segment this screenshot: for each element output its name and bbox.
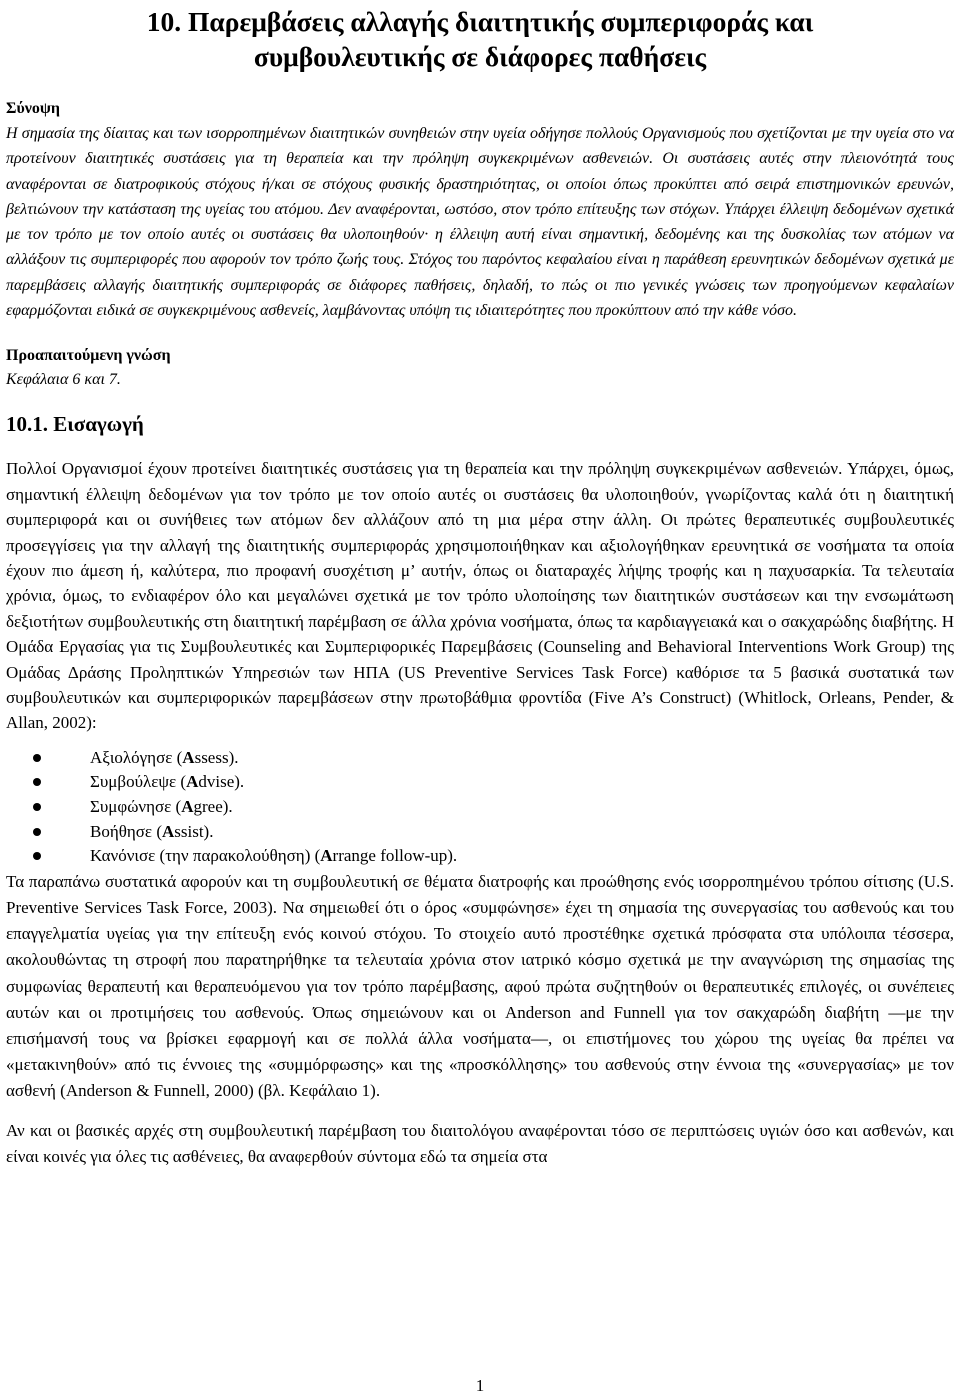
list-item-pre: Συμβούλεψε ( (90, 772, 187, 792)
summary-text: Η σημασία της δίαιτας και των ισορροπημένων διαιτητικών συνηθειών στην υγεία οδήγησε πολλούς Οργανισμούς που σχετίζονται με την υγεία στο να προτείνουν διαιτητικές συστάσεις για τη θεραπεία και την πρόληψη συγκεκριμένων ασθενειών. Οι συστάσεις αυτές στην πλειονότητά τους αναφέρονται σε διατροφικούς στόχους ή/και σε στόχους φυσικής δραστηριότητας, οι οποίοι όπως προκύπτει από σειρά επιστημονικών ερευνών, βελτιώνουν την κατάσταση της υγείας του ατόμου. Δεν αναφέρονται, ωστόσο, στον τρόπο επίτευξης των στόχων. Υπάρχει έλλειψη δεδομένων σχετικά με τον τρόπο με τον οποίο αυτές οι συστάσεις θα υλοποιηθούν· η έλλειψη αυτή είναι σημαντική, δεδομένης και της δυσκολίας των ατόμων να αλλάξουν τις συμπεριφορές που αφορούν τον τρόπο ζωής τους. Στόχος του παρόντος κεφαλαίου είναι η παράθεση ερευνητικών δεδομένων σχετικά με παρεμβάσεις αλλαγής διαιτητικής συμπεριφοράς σε διάφορες παθήσεις, δηλαδή, το πώς οι πιο γενικές γνώσεις των προηγούμενων κεφαλαίων εφαρμόζονται ειδικά σε συγκεκριμένους ασθενείς, λαμβάνοντας υπόψη τις ιδιαιτερότητες που προκύπτουν από την κάθε νόσο. (6, 125, 954, 320)
prerequisite-label: Προαπαιτούμενη γνώση (6, 347, 171, 365)
list-item-bold: A (182, 747, 195, 767)
list-item-pre: Κανόνισε (την παρακολούθηση) ( (90, 846, 321, 866)
intro-paragraph-2: Τα παραπάνω συστατικά αφορούν και τη συμβουλευτική σε θέματα διατροφής και προώθησης ενός ισορροπημένου τρόπου σίτισης (U.S. Preventive Services Task Force, 2003). Να σημειωθεί ότι ο όρος «συμφώνησε» έχει τη σημασία της συνεργασίας του ασθενούς και του επαγγελματία υγείας για την επίτευξη ενός κοινού στόχου. Το στοιχείο αυτό προστέθηκε σχετικά πρόσφατα στα υπόλοιπα τέσσερα, ακολουθώντας τη στροφή που παρατηρήθηκε τα τελευταία χρόνια στον ιατρικό κόσμο σχετικά με την αναγνώριση της σημασίας της συμφωνίας θεραπευτή και θεραπευόμενου για τον τρόπο παρέμβασης, αφού πρώτα συζητηθούν οι θεραπευτικές επιλογές, οι συνέπειες αυτών και οι προτιμήσεις του ασθενούς. Όπως σημειώνουν και οι Anderson and Funnell για τον σακχαρώδη διαβήτη —με την επισήμανσή τους να βρίσκει εφαρμογή και σε πολλά άλλα νοσήματα—, οι επιστήμονες του χώρου της υγείας θα πρέπει να «μετακινηθούν» από τις έννοιες της «συμμόρφωσης» και της «προσκόλλησης» του ασθενούς στην έννοια της «συνεργασίας» με τον ασθενή (Anderson & Funnell, 2000) (βλ. Κεφάλαιο 1). (6, 871, 954, 1101)
list-item-post: gree). (193, 797, 233, 817)
list-item (6, 844, 954, 869)
list-item (6, 746, 954, 771)
chapter-title (6, 0, 954, 74)
bullet-icon (33, 828, 41, 836)
bullet-icon (33, 803, 41, 811)
bullet-icon (33, 778, 41, 786)
list-item (6, 795, 954, 820)
list-item-pre: Βοήθησε ( (90, 821, 162, 841)
chapter-title-line-1: 10. Παρεμβάσεις αλλαγής διαιτητικής συμπεριφοράς και (146, 6, 814, 37)
bullet-icon (33, 754, 41, 762)
section-heading: 10.1. Εισαγωγή (6, 412, 144, 437)
list-item-post: rrange follow-up). (332, 846, 458, 866)
list-item-pre: Συμφώνησε ( (90, 797, 182, 817)
list-item-bold: A (186, 772, 199, 792)
document-page (6, 0, 954, 1170)
intro-paragraph-3: Αν και οι βασικές αρχές στη συμβουλευτική παρέμβαση του διαιτολόγου αναφέρονται τόσο σε περιπτώσεις υγιών όσο και ασθενών, και είναι κοινές για όλες τις ασθένειες, θα αναφερθούν σύντομα εδώ τα σημεία στα (6, 1120, 954, 1166)
summary-label: Σύνοψη (6, 100, 61, 117)
list-item-post: ssess). (194, 747, 239, 767)
page-number: 1 (475, 1376, 485, 1395)
intro-paragraph-1: Πολλοί Οργανισμοί έχουν προτείνει διαιτητικές συστάσεις για τη θεραπεία και την πρόληψη συγκεκριμένων ασθενειών. Υπάρχει, όμως, σημαντική έλλειψη δεδομένων για τον τρόπο με τον οποίο αυτές οι συστάσεις θα υλοποιηθούν, γνωρίζοντας καλά ότι η διαιτητική συμπεριφορά και οι συνήθειες των ατόμων δεν αλλάζουν από τη μια μέρα στην άλλη. Οι πρώτες θεραπευτικές συμβουλευτικές προσεγγίσεις για την αλλαγή της διαιτητικής συμπεριφοράς χρησιμοποιήθηκαν και αξιολογήθηκαν ερευνητικά σε νοσήματα τα οποία έχουν πιο άμεση ή, καλύτερα, πιο προφανή συσχέτιση μ’ αυτήν, όπως οι διαταραχές λήψης τροφής και η παχυσαρκία. Τα τελευταία χρόνια, όμως, το ενδιαφέρον όλο και μεγαλώνει σχετικά με τον τρόπο υλοποίησης των διαιτητικών συστάσεων και την ενσωμάτωση δεξιοτήτων συμβουλευτικής στη διαιτητική παρέμβαση σε άλλα χρόνια νοσήματα, όπως τα καρδιαγγειακά και ο σακχαρώδης διαβήτης. Η Ομάδα Εργασίας για τις Συμβουλευτικές και Συμπεριφορικές Παρεμβάσεις (Counseling and Behavioral Interventions Work Group) της Ομάδας Δράσης Προληπτικών Υπηρεσιών των ΗΠΑ (US Preventive Services Task Force) καθόρισε τα 5 βασικά συστατικά των συμβουλευτικών και συμπεριφορικών παρεμβάσεων στην πρωτοβάθμια φροντίδα (Five A’s Construct) (Whitlock, Orleans, Pender, & Allan, 2002): (6, 459, 954, 733)
bullet-icon (33, 852, 41, 860)
chapter-title-line-2: συμβουλευτικής σε διάφορες παθήσεις (253, 41, 707, 72)
five-a-list (6, 746, 954, 869)
list-item (6, 770, 954, 795)
list-item-bold: A (181, 797, 194, 817)
list-item-bold: A (320, 846, 333, 866)
list-item (6, 820, 954, 845)
list-item-pre: Αξιολόγησε ( (90, 747, 183, 767)
list-item-post: ssist). (174, 821, 214, 841)
list-item-bold: A (161, 821, 175, 841)
list-item-post: dvise). (198, 772, 245, 792)
prerequisite-text: Κεφάλαια 6 και 7. (6, 371, 121, 389)
